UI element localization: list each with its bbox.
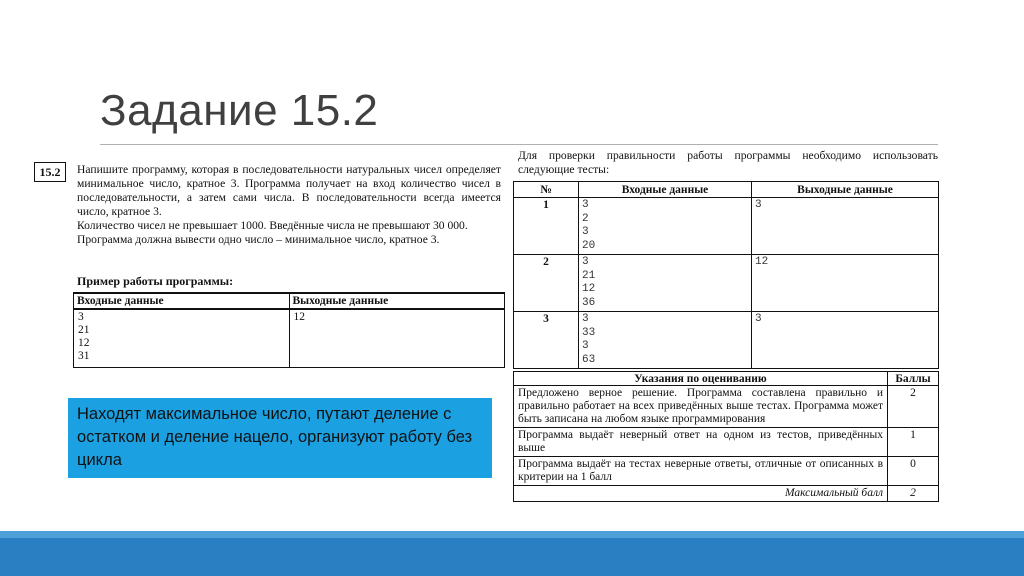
test-output: 12	[752, 255, 939, 312]
grading-points: 2	[888, 386, 939, 428]
example-input: 3 21 12 31	[74, 309, 290, 368]
example-table	[73, 292, 505, 368]
table-row	[514, 312, 939, 369]
table-row	[514, 198, 939, 255]
slide-title: Задание 15.2	[100, 86, 379, 135]
max-score-label: Максимальный балл	[514, 486, 888, 502]
test-number: 3	[514, 312, 579, 369]
grading-table	[513, 371, 939, 502]
footer-stripe-light	[0, 531, 1024, 538]
grading-criterion: Программа выдаёт неверный ответ на одном из тестов, приведённых выше	[514, 428, 888, 457]
footer-band	[0, 538, 1024, 576]
grading-criterion: Предложено верное решение. Программа составлена правильно и правильно работает на всех приведённых выше тестах. Программа может быть записана на любом языке программирования	[514, 386, 888, 428]
title-divider	[100, 144, 938, 145]
table-row	[514, 457, 939, 486]
test-number: 1	[514, 198, 579, 255]
table-row	[514, 255, 939, 312]
grading-header-criteria: Указания по оцениванию	[514, 372, 888, 386]
test-output: 3	[752, 312, 939, 369]
test-input: 3 21 12 36	[579, 255, 752, 312]
table-row	[514, 428, 939, 457]
grading-criterion: Программа выдаёт на тестах неверные ответы, отличные от описанных в критерии на 1 балл	[514, 457, 888, 486]
task-paragraph: Количество чисел не превышает 1000. Введённые числа не превышают 30 000.	[77, 219, 468, 232]
comment-callout: Находят максимальное число, путают деление с остатком и деление нацело, организуют работу без цикла	[68, 398, 492, 478]
task-paragraph: Программа должна вывести одно число – минимальное число, кратное 3.	[77, 233, 440, 246]
grading-header-points: Баллы	[888, 372, 939, 386]
test-input: 3 33 3 63	[579, 312, 752, 369]
example-header-input: Входные данные	[74, 293, 290, 309]
tests-header-num: №	[514, 182, 579, 198]
task-paragraph: Напишите программу, которая в последовательности натуральных чисел определяет минимальное число, кратное 3. Программа получает на вход количество чисел в последовательности, а затем сами числа. В последовательности всегда имеется число, кратное 3.	[77, 163, 501, 218]
example-output: 12	[289, 309, 505, 368]
tests-header-input: Входные данные	[579, 182, 752, 198]
example-title: Пример работы программы:	[77, 274, 234, 288]
task-statement	[77, 163, 501, 247]
tests-table	[513, 181, 939, 369]
task-number-box: 15.2	[34, 162, 66, 182]
tests-header-output: Выходные данные	[752, 182, 939, 198]
test-number: 2	[514, 255, 579, 312]
grading-max-row	[514, 486, 939, 502]
max-score-value: 2	[888, 486, 939, 502]
test-output: 3	[752, 198, 939, 255]
tests-intro: Для проверки правильности работы программы необходимо использовать следующие тесты:	[518, 149, 938, 176]
example-header-output: Выходные данные	[289, 293, 505, 309]
grading-points: 0	[888, 457, 939, 486]
table-row	[514, 386, 939, 428]
test-input: 3 2 3 20	[579, 198, 752, 255]
grading-points: 1	[888, 428, 939, 457]
